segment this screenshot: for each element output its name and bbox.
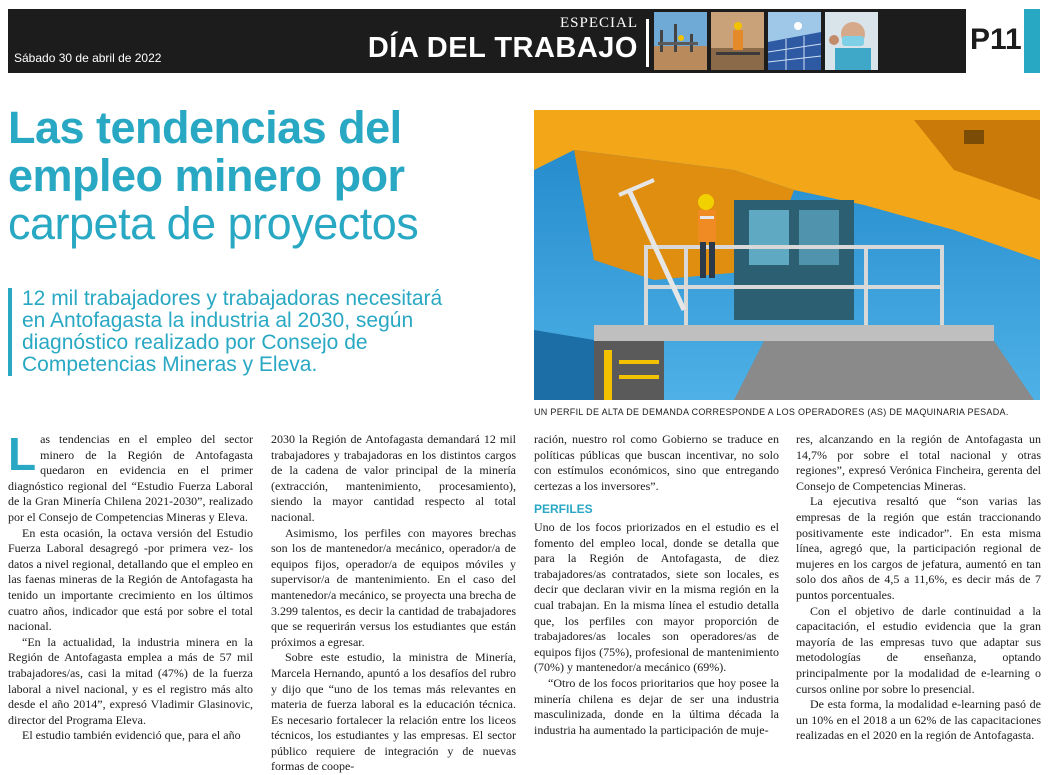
paragraph: Uno de los focos priorizados en el estudio es el fomento del empleo local, donde se detalla que para la Región de Antofagasta, de diez trabajadores/as contratados, siete son locales, es decir que declaran vivir en la misma región en la cual trabajan. En la misma línea el estudio detalla que, los perfiles con mayor proporción de trabajadores/as locales son operadores/as de equipos fijos (75%), profesional de mantenimiento (70%) y mantenedor/a mecánico (69%). <box>534 519 779 675</box>
body-column-4 <box>796 432 1041 754</box>
paragraph-text: as tendencias en el empleo del sector minero de la Región de Antofagasta quedaron en evidencia en el primer diagnóstico regional del “Estudio Fuerza Laboral de la Gran Minería Chilena 2021-2030”, realizado por el Consejo de Competencias Mineras y Eleva. <box>8 432 253 524</box>
header-thumbnail-construction <box>654 12 707 70</box>
paragraph: De esta forma, la modalidad e-learning pasó de un 10% en el 2018 a un 62% de las capacitaciones realizadas en el 2020 en la región de Antofagasta. <box>796 697 1041 743</box>
paragraph: “Otro de los focos prioritarios que hoy posee la minería chilena es dejar de ser una industria masculinizada, donde en la última década la industria ha aumentado la participación de muje- <box>534 675 779 737</box>
publication-date: Sábado 30 de abril de 2022 <box>14 51 162 65</box>
section-subhead: PERFILES <box>534 502 593 517</box>
paragraph: 2030 la Región de Antofagasta demandará 12 mil trabajadores y trabajadoras en los distintos cargos de la cadena de valor principal de la minería (extracción, mantenimiento, procesamiento), siendo la mayor cantidad respecto al total nacional. <box>271 432 516 524</box>
header-thumbnail-worker <box>711 12 764 70</box>
header-divider <box>646 19 649 67</box>
header-thumbnail-solar-panels <box>768 12 821 70</box>
paragraph: Sobre este estudio, la ministra de Minería, Marcela Hernando, apuntó a los desafíos del rubro y dijo que “uno de los temas más relevantes en materia de fuerza laboral es la educación técnica. Es necesario fortalecer la relación entre los liceos técnicos, los estudiantes y las empresas. El sector público requiere de integración y de nuevas formas de coope- <box>271 650 516 774</box>
article-headline <box>8 104 518 248</box>
headline-line-1: Las tendencias del <box>8 102 402 153</box>
paragraph: En esta ocasión, la octava versión del Estudio Fuerza Laboral desagregó -por primera vez- los datos a nivel regional, detallando que el empleo en las faenas mineras de la Región de Antofagasta ha tenido un importante crecimiento en los últimos cuatro años, indicador que está por sobre el total nacional. <box>8 525 253 634</box>
section-header-band <box>8 9 1040 73</box>
body-column-2 <box>271 432 516 774</box>
page-number: P11 <box>970 23 1022 56</box>
article-photo-mining-truck <box>534 110 1040 400</box>
paragraph: La ejecutiva resaltó que “son varias las empresas de la región que están traccionando positivamente este indicador”. En esta misma línea, agregó que, la participación regional de mujeres en los cargos de jefatura, aumentó en tan solo dos años de 4,5 a 11,6%, es decir más de 7 puntos porcentuales. <box>796 494 1041 602</box>
article-deck: 12 mil trabajadores y trabajadoras necesitará en Antofagasta la industria al 2030, según diagnóstico realizado por Consejo de Competencias Mineras y Eleva. <box>8 288 468 376</box>
headline-line-2: empleo minero por <box>8 150 405 201</box>
paragraph: ración, nuestro rol como Gobierno se traduce en políticas públicas que buscan incentivar, no solo con estímulos económicos, sino que entregando certezas a los inversores”. <box>534 432 779 493</box>
body-column-1 <box>8 428 253 754</box>
paragraph <box>8 428 253 526</box>
header-thumbnail-health-worker <box>825 12 878 70</box>
paragraph: res, alcanzando en la región de Antofagasta un 14,7% por sobre el total nacional y otras regiones”, expresó Verónica Fincheira, gerenta del Consejo de Competencias Mineras. <box>796 432 1041 493</box>
paragraph: Con el objetivo de darle continuidad a la capacitación, el estudio evidencia que la gran mayoría de las empresas tuvo que adaptar sus metodologías de enseñanza, optando principalmente por la modalidad de e-learning o cursos online por sobre lo presencial. <box>796 603 1041 696</box>
body-column-3 <box>534 432 779 754</box>
paragraph: El estudio también evidenció que, para el año <box>22 728 241 743</box>
section-kicker: ESPECIAL <box>559 15 638 31</box>
paragraph: Asimismo, los perfiles con mayores brechas son los de mantenedor/a mecánico, operador/a de equipos fijos, operador/a de equipos móviles y supervisor/a de mantenimiento. En el caso del mantenedor/a mecánico, se proyecta una brecha de 3.299 talentos, es decir la cantidad de trabajadores que se requerirán versus los estudiantes que están próximos a egresar. <box>271 525 516 649</box>
photo-caption: UN PERFIL DE ALTA DE DEMANDA CORRESPONDE A LOS OPERADORES (AS) DE MAQUINARIA PESADA. <box>534 407 1009 417</box>
section-title: DÍA DEL TRABAJO <box>367 32 638 64</box>
drop-cap: L <box>8 428 37 480</box>
page-accent-bar <box>1024 9 1040 73</box>
paragraph: “En la actualidad, la industria minera en la Región de Antofagasta emplea a más de 57 mil trabajadores/as, casi la mitad (47%) de la fuerza laboral a nivel nacional, y es el registro más alto desde el año 2014”, expresó Vladimir Glasinovic, director del Programa Eleva. <box>8 634 253 727</box>
headline-line-3: carpeta de proyectos <box>8 198 419 249</box>
